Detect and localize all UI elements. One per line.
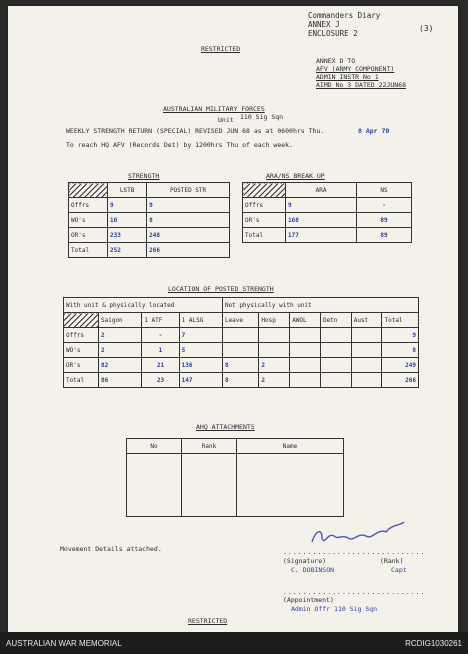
col-header: Name xyxy=(237,439,344,454)
cell-value xyxy=(290,358,321,373)
cell-value: 252 xyxy=(108,243,147,258)
col-header: Hosp xyxy=(259,313,290,328)
group-header-with-unit: With unit & physically located xyxy=(64,298,223,313)
cell-value: - xyxy=(357,198,412,213)
table-row xyxy=(127,454,344,517)
row-label: WO's xyxy=(64,343,99,358)
cell-value xyxy=(320,343,351,358)
attachments-title: AHQ ATTACHMENTS xyxy=(196,423,255,431)
table-row xyxy=(64,373,419,388)
table-row xyxy=(69,228,230,243)
forces-title: AUSTRALIAN MILITARY FORCES xyxy=(163,105,265,113)
cell-value: 233 xyxy=(108,228,147,243)
header-line-3: ENCLOSURE 2 xyxy=(308,29,358,38)
hatched-cell xyxy=(243,183,286,198)
cell-value: 21 xyxy=(142,358,179,373)
annex-line-3: ADMIN INSTR No 1 xyxy=(316,73,379,81)
footer-institution: AUSTRALIAN WAR MEMORIAL xyxy=(6,639,122,648)
cell-value: 2 xyxy=(259,358,290,373)
cell-value: 7 xyxy=(179,328,222,343)
strength-title: STRENGTH xyxy=(128,172,160,180)
cell-value: 8 xyxy=(222,373,258,388)
appointment-label: (Appointment) xyxy=(283,596,334,604)
row-label: Total xyxy=(69,243,108,258)
row-label: OR's xyxy=(243,213,286,228)
cell-value xyxy=(259,328,290,343)
cell-value: 1 xyxy=(142,343,179,358)
signature-dots: ............................. xyxy=(283,548,426,556)
location-table xyxy=(63,297,419,388)
table-row xyxy=(69,243,230,258)
empty-cell xyxy=(127,454,182,517)
cell-value: 10 xyxy=(108,213,147,228)
cell-value xyxy=(320,373,351,388)
ara-title: ARA/NS BREAK UP xyxy=(266,172,325,180)
cell-value: 5 xyxy=(179,343,222,358)
appointment-dots: ............................. xyxy=(283,588,426,596)
signature-label: (Signature) xyxy=(283,557,327,565)
row-label: Offrs xyxy=(243,198,286,213)
cell-value: 266 xyxy=(382,373,419,388)
rank-label: (Rank) xyxy=(380,557,404,565)
annex-line-4: AIMD No 3 DATED 22JUN68 xyxy=(316,81,407,89)
group-header-not-with-unit: Not physically with unit xyxy=(222,298,418,313)
cell-value: 8 xyxy=(147,213,230,228)
empty-cell xyxy=(237,454,344,517)
col-header: AWOL xyxy=(290,313,321,328)
row-label: WO's xyxy=(69,213,108,228)
row-label: Offrs xyxy=(64,328,99,343)
cell-value xyxy=(351,358,382,373)
cell-value xyxy=(320,328,351,343)
col-header: 1 ALSG xyxy=(179,313,222,328)
unit-label: Unit xyxy=(218,116,234,124)
empty-cell xyxy=(182,454,237,517)
header-line-1: Commanders Diary xyxy=(308,11,381,20)
cell-value: 89 xyxy=(357,228,412,243)
cell-value: 9 xyxy=(286,198,357,213)
archive-footer xyxy=(0,632,468,654)
cell-value xyxy=(351,328,382,343)
weekly-date: 8 Apr 70 xyxy=(358,127,390,135)
cell-value xyxy=(259,343,290,358)
table-row xyxy=(69,213,230,228)
row-label: Offrs xyxy=(69,198,108,213)
cell-value: 147 xyxy=(179,373,222,388)
table-row xyxy=(243,198,412,213)
cell-value: 9 xyxy=(147,198,230,213)
footer-record-id: RCDIG1030261 xyxy=(405,639,462,648)
hatched-cell xyxy=(64,313,99,328)
table-row xyxy=(64,328,419,343)
strength-header-lstb: LSTB xyxy=(108,183,147,198)
col-header: Rank xyxy=(182,439,237,454)
cell-value xyxy=(290,328,321,343)
signature-scribble xyxy=(308,520,408,548)
col-header: Detn xyxy=(320,313,351,328)
cell-value xyxy=(222,328,258,343)
attachments-table xyxy=(126,438,344,517)
signatory-rank: Capt xyxy=(391,566,407,574)
col-header: Saigon xyxy=(99,313,142,328)
cell-value: 2 xyxy=(259,373,290,388)
cell-value: 266 xyxy=(147,243,230,258)
cell-value xyxy=(351,343,382,358)
cell-value xyxy=(290,343,321,358)
table-row xyxy=(64,358,419,373)
cell-value: 2 xyxy=(99,343,142,358)
cell-value: 249 xyxy=(382,358,419,373)
cell-value: 8 xyxy=(222,358,258,373)
cell-value xyxy=(290,373,321,388)
restricted-top: RESTRICTED xyxy=(201,45,241,53)
annex-line-2: AFV (ARMY COMPONENT) xyxy=(316,65,395,73)
header-line-2: ANNEX J xyxy=(308,20,340,29)
cell-value xyxy=(351,373,382,388)
reach-line: To reach HQ AFV (Records Det) by 1200hrs Thu of each week. xyxy=(66,141,293,149)
table-row xyxy=(243,213,412,228)
cell-value: 9 xyxy=(382,328,419,343)
col-header: Total xyxy=(382,313,419,328)
page-number: (3) xyxy=(419,24,434,33)
cell-value: 168 xyxy=(286,213,357,228)
row-label: OR's xyxy=(64,358,99,373)
cell-value: 2 xyxy=(99,328,142,343)
restricted-bottom: RESTRICTED xyxy=(188,617,228,625)
col-header: 1 ATF xyxy=(142,313,179,328)
cell-value: 248 xyxy=(147,228,230,243)
document-page xyxy=(8,6,458,632)
cell-value: - xyxy=(142,328,179,343)
appointment-value: Admin Offr 110 Sig Sqn xyxy=(291,605,378,613)
row-label: OR's xyxy=(69,228,108,243)
cell-value xyxy=(222,343,258,358)
strength-table xyxy=(68,182,230,258)
location-title: LOCATION OF POSTED STRENGTH xyxy=(168,285,274,293)
annex-line-1: ANNEX D TO xyxy=(316,57,356,65)
col-header: No xyxy=(127,439,182,454)
cell-value: 8 xyxy=(382,343,419,358)
weekly-line: WEEKLY STRENGTH RETURN (SPECIAL) REVISED JUN 68 as at 0600hrs Thu. xyxy=(66,127,325,135)
table-row xyxy=(243,228,412,243)
cell-value: 9 xyxy=(108,198,147,213)
hatched-cell xyxy=(69,183,108,198)
row-label: Total xyxy=(64,373,99,388)
ara-header: ARA xyxy=(286,183,357,198)
cell-value: 82 xyxy=(99,358,142,373)
signatory-name: C. DOBINSON xyxy=(291,566,335,574)
table-row xyxy=(69,198,230,213)
cell-value: 23 xyxy=(142,373,179,388)
cell-value: 177 xyxy=(286,228,357,243)
unit-value: 110 Sig Sqn xyxy=(240,113,284,121)
cell-value: 86 xyxy=(99,373,142,388)
col-header: Leave xyxy=(222,313,258,328)
row-label: Total xyxy=(243,228,286,243)
ns-header: NS xyxy=(357,183,412,198)
cell-value: 136 xyxy=(179,358,222,373)
strength-header-posted: POSTED STR xyxy=(147,183,230,198)
cell-value xyxy=(320,358,351,373)
ara-table xyxy=(242,182,412,243)
table-row xyxy=(64,343,419,358)
cell-value: 89 xyxy=(357,213,412,228)
movement-note: Movement Details attached. xyxy=(60,545,162,553)
col-header: Aust xyxy=(351,313,382,328)
